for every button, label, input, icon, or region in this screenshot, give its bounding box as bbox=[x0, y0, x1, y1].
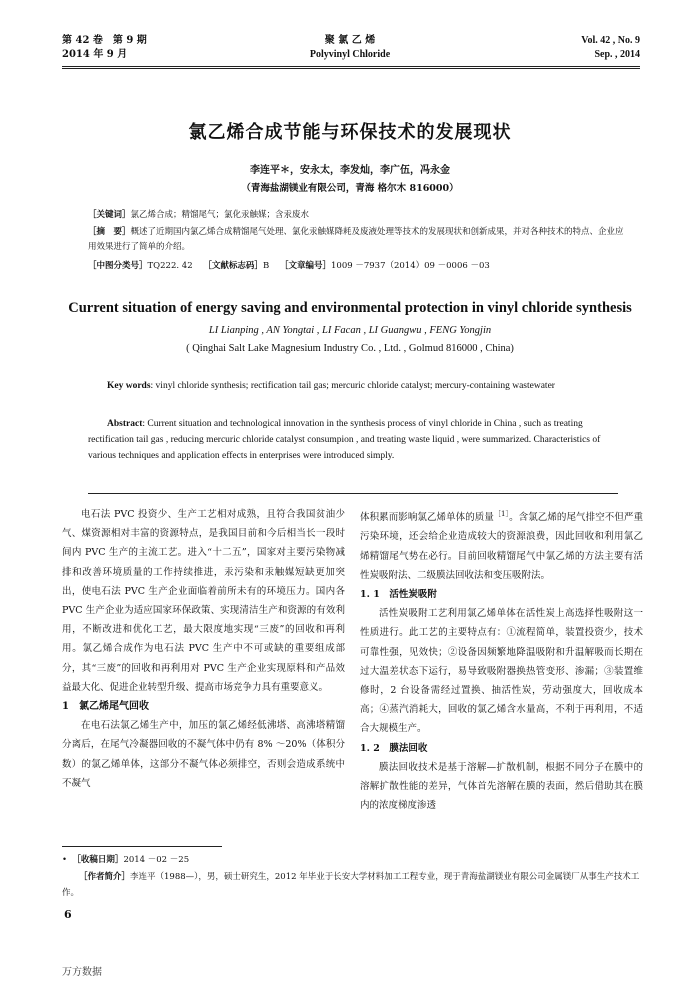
doc-code-label: ［文献标志码］ bbox=[203, 261, 263, 271]
journal-name-cn: 聚 氯 乙 烯 bbox=[324, 35, 376, 46]
body-paragraph: 活性炭吸附工艺利用氯乙烯单体在活性炭上高选择性吸附这一性质进行。此工艺的主要特点有：①流程简单，装置投资少，技术可靠性强，见效快；②设备因频繁地降温吸附和升温解吸而长期在过大温差状态下运行，易导致吸附器换热管变形、渗漏；③装置维修时，2 台设备需经过置换、抽活性炭，劳动强度大，回收成本高；④蒸汽消耗大，回收的氯乙烯含水量高，不利于再利用，不适合大规模生产。 bbox=[360, 608, 643, 735]
journal-volume-issue: 第 42 卷 第 9 期 bbox=[62, 35, 147, 46]
clc-label: ［中图分类号］ bbox=[88, 261, 148, 271]
body-paragraph: 在电石法氯乙烯生产中，加压的氯乙烯经低沸塔、高沸塔精馏分离后，在尾气冷凝器回收的不凝气体中仍有 8% ～20%（体积分数）的氯乙烯单体，这部分不凝气体必须排空，否则会造成系统中不凝气 bbox=[62, 720, 345, 789]
body-column-right bbox=[360, 505, 643, 815]
keywords-cn bbox=[88, 208, 628, 223]
body-paragraph: 电石法 PVC 投资少、生产工艺相对成熟，且符合我国贫油少气、煤资源相对丰富的资源特点，是我国目前和今后相当长一段时间内 PVC 生产的主流工艺。进入“十二五”，国家对主要污染物减排和改善环境质量的工作持续推进，汞污染和汞触媒短缺更加突出，使电石法 PVC 生产企业面临着前所未有的环境压力。国内各 PVC 生产企业为适应国家环保政策、实现清洁生产和资源的有效利用，不断改进和优化工艺，最大限度地实现“三废”的回收和再利用。氯乙烯合成作为电石法 PVC 生产中不可或缺的重要组成部分，其“三废”的回收和再利用对 PVC 生产企业实现原料和产品效益最大化、促进企业转型升级、提高市场竞争力具有重要意义。 bbox=[62, 509, 345, 693]
footnote-bio bbox=[62, 869, 642, 901]
watermark: 万方数据 bbox=[62, 967, 102, 978]
header-rule-double bbox=[62, 68, 640, 69]
keywords-en bbox=[88, 378, 618, 394]
abstract-en bbox=[88, 416, 618, 464]
bio-label: ［作者简介］ bbox=[79, 872, 131, 882]
received-label: ［收稿日期］ bbox=[72, 855, 124, 865]
subsection-heading: 1. 1 活性炭吸附 bbox=[360, 588, 437, 600]
affiliation-cn: （青海盐湖镁业有限公司，青海 格尔木 816000） bbox=[241, 183, 459, 194]
bullet-icon: • bbox=[62, 855, 73, 865]
keywords-en-text: : vinyl chloride synthesis; rectification tail gas; mercuric chloride catalyst; mercury-containing wastewater bbox=[150, 381, 555, 391]
journal-date-en: Sep. , 2014 bbox=[594, 49, 640, 60]
paper-title-cn: 氯乙烯合成节能与环保技术的发展现状 bbox=[188, 122, 512, 143]
journal-date-cn: 2014 年 9 月 bbox=[62, 49, 128, 60]
body-paragraph bbox=[360, 505, 643, 585]
abstract-cn bbox=[88, 225, 628, 255]
para-text: 。含氯乙烯的尾气排空不但严重污染环境，还会给企业造成较大的资源浪费，因此回收和利用氯乙烯精馏尾气势在必行。目前回收精馏尾气中氯乙烯的方法主要有活性炭吸附法、二级膜法回收法和变压吸附法。 bbox=[360, 512, 643, 581]
abstract-cn-text: 概述了近期国内氯乙烯合成精馏尾气处理、氯化汞触媒降耗及废液处理等技术的发展现状和创新成果，并对各种技术的特点、企业应用效果进行了简单的介绍。 bbox=[88, 227, 624, 252]
body-paragraph: 膜法回收技术是基于溶解—扩散机制，根据不同分子在膜中的溶解扩散性能的差异，气体首先溶解在膜的表面，然后借助其在膜内的浓度梯度渗透 bbox=[360, 761, 643, 812]
doc-code: B bbox=[262, 261, 270, 271]
authors-en: LI Lianping , AN Yongtai , LI Facan , LI Guangwu , FENG Yongjin bbox=[208, 325, 492, 336]
header-rule bbox=[62, 66, 640, 67]
clc-code: TQ222. 42 bbox=[147, 261, 193, 271]
bio-text: 李连平（1988—），男，硕士研究生，2012 年毕业于长安大学材料加工工程专业，现于青海盐湖镁业有限公司金属镁厂从事生产技术工作。 bbox=[62, 872, 640, 898]
abstract-separator bbox=[88, 493, 618, 494]
subsection-heading: 1. 2 膜法回收 bbox=[360, 742, 428, 754]
keywords-cn-label: ［关键词］ bbox=[88, 210, 131, 220]
journal-name-en: Polyvinyl Chloride bbox=[309, 49, 391, 60]
authors-cn: 李连平＊，安永太，李发灿，李广伍，冯永金 bbox=[250, 165, 450, 176]
classification-line bbox=[88, 259, 628, 274]
received-date: 2014 －02 －25 bbox=[123, 855, 190, 865]
paper-title-en: Current situation of energy saving and environmental protection in vinyl chloride synthesis bbox=[68, 300, 632, 316]
header-center bbox=[250, 34, 450, 62]
body-column-left bbox=[62, 505, 345, 793]
citation-ref[interactable]: ［1］ bbox=[493, 510, 510, 518]
article-id: 1009 －7937（2014）09 －0006 －03 bbox=[331, 261, 490, 271]
affiliation-en: ( Qinghai Salt Lake Magnesium Industry Co. , Ltd. , Golmud 816000 , China) bbox=[186, 343, 514, 354]
article-id-label: ［文章编号］ bbox=[280, 261, 332, 271]
abstract-en-label: Abstract bbox=[107, 419, 143, 429]
header-left bbox=[62, 34, 147, 62]
footnote-rule bbox=[62, 846, 222, 847]
page-number: 6 bbox=[64, 908, 72, 921]
abstract-en-text: : Current situation and technological innovation in the synthesis process of vinyl chloride in China , such as treating rectification tail gas , reducing mercuric chloride catalyst consumpion , and treating waste liquid , were summarized. Characteristics of various techniques and application effects in enterprises were introduced simply. bbox=[88, 419, 601, 461]
keywords-cn-text: 氯乙烯合成；精馏尾气；氯化汞触媒；含汞废水 bbox=[130, 210, 310, 220]
abstract-cn-label: ［摘 要］ bbox=[88, 227, 131, 237]
footnote-received bbox=[62, 852, 642, 868]
journal-vol-no-en: Vol. 42 , No. 9 bbox=[581, 35, 640, 46]
para-text: 体积累而影响氯乙烯单体的质量 bbox=[360, 512, 494, 524]
section-heading: 1 氯乙烯尾气回收 bbox=[62, 701, 149, 713]
header-right bbox=[480, 34, 640, 62]
keywords-en-label: Key words bbox=[107, 381, 151, 391]
